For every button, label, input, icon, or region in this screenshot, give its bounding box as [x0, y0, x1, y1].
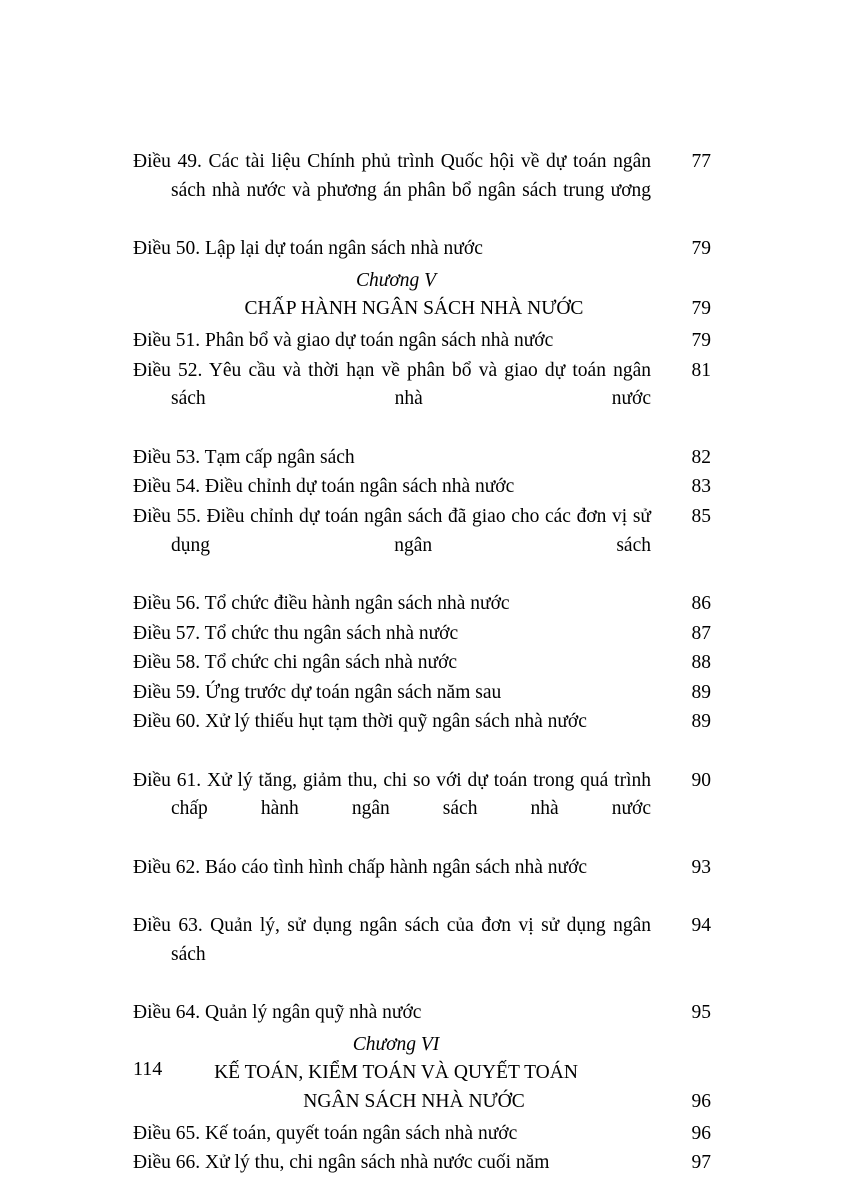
toc-entry-label: Điều 54. Điều chỉnh dự toán ngân sách nhà nước	[133, 476, 515, 498]
toc-entry-page: 97	[691, 1152, 711, 1174]
toc-entry[interactable]	[133, 999, 711, 1028]
toc-entry-label: Điều 51. Phân bổ và giao dự toán ngân sách nhà nước	[133, 329, 554, 351]
toc-entry-label: Điều 62. Báo cáo tình hình chấp hành ngân sách nhà nước	[133, 856, 588, 878]
toc-entry[interactable]	[133, 235, 711, 264]
toc-entry[interactable]	[133, 649, 711, 678]
toc-entry-page: 86	[691, 592, 711, 614]
toc-entry[interactable]	[133, 912, 711, 998]
toc-entry[interactable]	[133, 1149, 711, 1178]
toc-entry-page: 93	[691, 856, 711, 878]
toc-entry-label: Điều 59. Ứng trước dự toán ngân sách năm sau	[133, 681, 502, 703]
toc-entry-label: Điều 65. Kế toán, quyết toán ngân sách nhà nước	[133, 1122, 518, 1144]
toc-entry-label: Điều 58. Tổ chức chi ngân sách nhà nước	[133, 652, 458, 674]
toc-entry[interactable]	[133, 1120, 711, 1149]
toc-chapter-page: 96	[691, 1091, 711, 1112]
toc-entry[interactable]	[133, 357, 711, 443]
toc-entry-label: Điều 52. Yêu cầu và thời hạn về phân bổ và giao dự toán ngân sách nhà nước	[133, 359, 651, 410]
toc-entry-label: Điều 64. Quản lý ngân quỹ nhà nước	[133, 1002, 422, 1024]
toc-entry-page: 82	[691, 446, 711, 468]
toc-entry[interactable]	[133, 767, 711, 853]
toc-entry-page: 88	[691, 652, 711, 674]
toc-entry-page: 79	[691, 329, 711, 351]
toc-entry-page: 89	[691, 681, 711, 703]
toc-chapter-name: Chương V	[355, 269, 437, 291]
toc-chapter[interactable]	[133, 1031, 711, 1117]
toc-chapter-title: CHẤP HÀNH NGÂN SÁCH NHÀ NƯỚC	[244, 298, 584, 320]
toc-entry-label: Điều 56. Tổ chức điều hành ngân sách nhà nước	[133, 592, 510, 614]
toc-entry[interactable]	[133, 473, 711, 502]
toc-entry-page: 89	[691, 711, 711, 733]
page-number: 114	[133, 1058, 163, 1080]
toc-entry-page: 95	[691, 1002, 711, 1024]
toc-entry-page: 77	[691, 151, 711, 172]
toc-entry-page: 87	[691, 622, 711, 644]
toc-entry-label: Điều 66. Xử lý thu, chi ngân sách nhà nước cuối năm	[133, 1152, 550, 1174]
table-of-contents	[133, 148, 711, 1179]
toc-entry-label: Điều 61. Xử lý tăng, giảm thu, chi so với dự toán trong quá trình chấp hành ngân sách nhà nước	[133, 769, 651, 820]
toc-chapter-page: 79	[691, 298, 711, 320]
toc-chapter[interactable]	[133, 267, 711, 324]
toc-chapter-title-line2: NGÂN SÁCH NHÀ NƯỚC	[303, 1091, 525, 1112]
toc-entry-label: Điều 50. Lập lại dự toán ngân sách nhà nước	[133, 237, 483, 259]
toc-entry-page: 85	[691, 505, 711, 527]
toc-entry-page: 81	[691, 359, 711, 381]
toc-entry[interactable]	[133, 708, 711, 765]
toc-entry-page: 79	[691, 237, 711, 259]
toc-chapter-title: KẾ TOÁN, KIỂM TOÁN VÀ QUYẾT TOÁN	[214, 1062, 578, 1084]
toc-chapter-name: Chương VI	[352, 1033, 440, 1055]
toc-entry-label: Điều 57. Tổ chức thu ngân sách nhà nước	[133, 622, 459, 644]
toc-entry[interactable]	[133, 148, 711, 234]
toc-entry[interactable]	[133, 854, 711, 911]
toc-entry-label: Điều 55. Điều chỉnh dự toán ngân sách đã giao cho các đơn vị sử dụng ngân sách	[133, 505, 651, 556]
toc-entry[interactable]	[133, 327, 711, 356]
toc-entry-page: 94	[691, 915, 711, 937]
toc-entry-page: 90	[691, 769, 711, 791]
toc-entry[interactable]	[133, 679, 711, 708]
toc-entry-label: Điều 53. Tạm cấp ngân sách	[133, 446, 355, 468]
toc-entry-page: 96	[691, 1122, 711, 1144]
toc-entry-label: Điều 63. Quản lý, sử dụng ngân sách của đơn vị sử dụng ngân sách	[133, 915, 651, 965]
toc-entry[interactable]	[133, 444, 711, 473]
toc-entry-label: Điều 49. Các tài liệu Chính phủ trình Quốc hội về dự toán ngân sách nhà nước và phương án phân bổ ngân sách trung ương	[133, 151, 651, 201]
toc-entry[interactable]	[133, 503, 711, 589]
toc-entry[interactable]	[133, 620, 711, 649]
toc-entry-page: 83	[691, 476, 711, 498]
toc-entry[interactable]	[133, 590, 711, 619]
toc-entry-label: Điều 60. Xử lý thiếu hụt tạm thời quỹ ngân sách nhà nước	[133, 711, 587, 733]
